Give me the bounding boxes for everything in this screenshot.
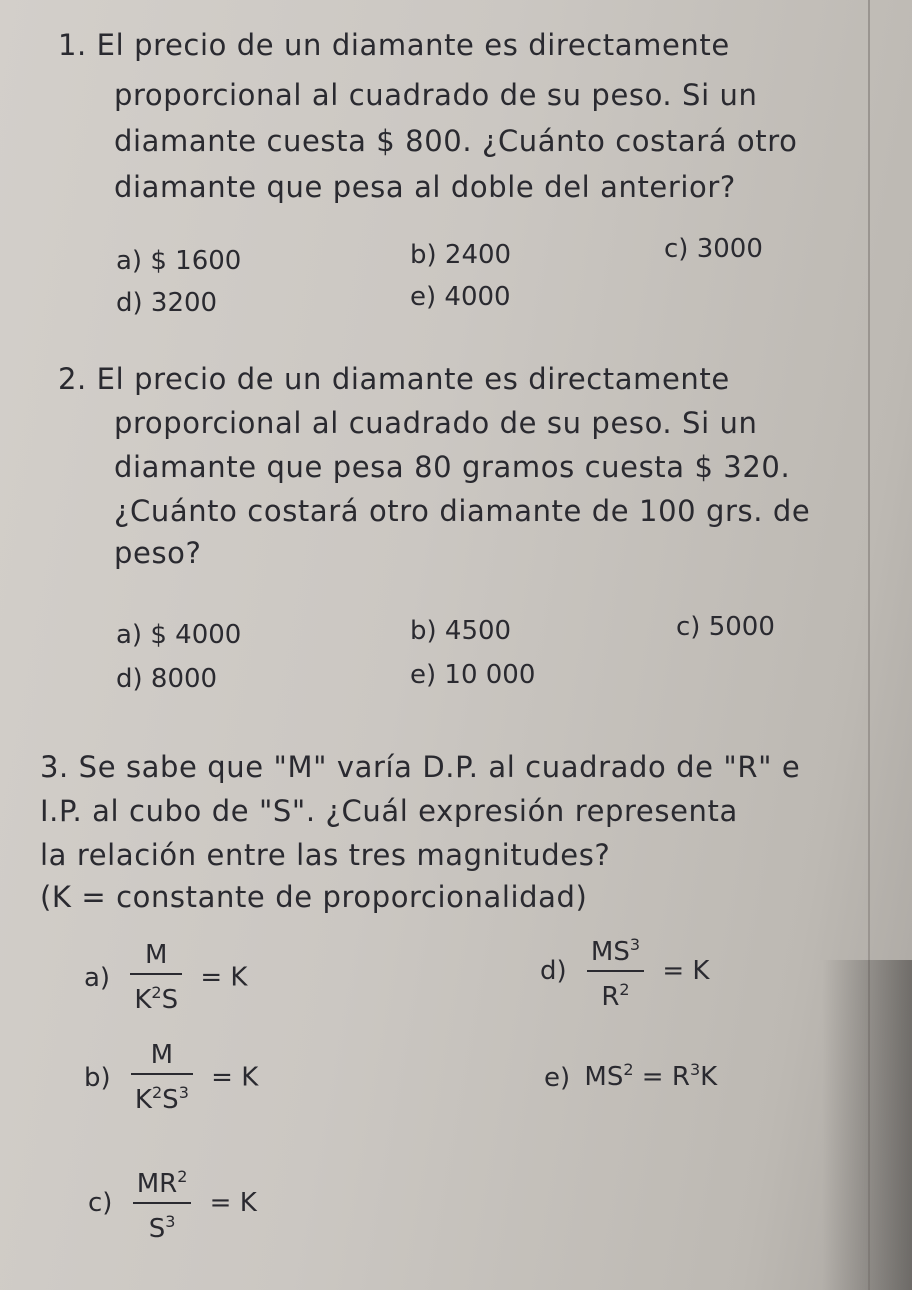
q1-line-2: proporcional al cuadrado de su peso. Si un: [114, 78, 758, 112]
q3-option-b-fraction: [131, 1040, 193, 1115]
q3-option-b: [84, 1040, 258, 1115]
q1-line-1: 1. El precio de un diamante es directamente: [58, 28, 730, 62]
q1-option-b: b) 2400: [410, 240, 512, 270]
q3-option-b-label: b): [84, 1062, 111, 1093]
q2-line-4: ¿Cuánto costará otro diamante de 100 grs. de: [114, 494, 811, 528]
q1-line-3: diamante cuesta $ 800. ¿Cuánto costará otro: [114, 124, 798, 158]
q3-option-b-equals: = K: [211, 1062, 259, 1093]
fraction-numerator: $MR^2$: [136, 1167, 188, 1199]
q2-line-2: proporcional al cuadrado de su peso. Si un: [114, 406, 758, 440]
q1-option-c: c) 3000: [664, 234, 763, 264]
q1-option-e: e) 4000: [410, 282, 511, 312]
q3-line-2: I.P. al cubo de "S". ¿Cuál expresión representa: [40, 794, 738, 828]
q3-option-c: [88, 1162, 257, 1244]
fraction-denominator: $R^2$: [601, 980, 630, 1012]
q3-option-c-label: c): [88, 1188, 113, 1218]
q1-line-4: diamante que pesa al doble del anterior?: [114, 170, 736, 204]
q2-option-c: c) 5000: [676, 612, 775, 642]
q3-line-4: (K = constante de proporcionalidad): [40, 880, 588, 914]
q3-line-3: la relación entre las tres magnitudes?: [40, 838, 611, 872]
fraction-bar: [133, 1202, 192, 1204]
q3-option-a-equals: = K: [200, 962, 248, 993]
q2-option-b: b) 4500: [410, 616, 512, 646]
q3-option-d-equals: = K: [662, 956, 710, 986]
q2-option-d: d) 8000: [116, 664, 218, 694]
fraction-numerator: $MS^3$: [590, 935, 641, 967]
q3-line-1: 3. Se sabe que "M" varía D.P. al cuadrado de "R" e: [40, 750, 801, 784]
q3-option-c-equals: = K: [209, 1188, 257, 1218]
q3-option-d-label: d): [540, 956, 567, 986]
fraction-denominator: $S^3$: [148, 1212, 176, 1244]
q3-option-e-label: e): [544, 1062, 571, 1093]
fraction-bar: [131, 1073, 193, 1075]
q2-line-3: diamante que pesa 80 gramos cuesta $ 320.: [114, 450, 791, 484]
fraction-numerator: M: [150, 1040, 174, 1070]
q3-option-c-fraction: [133, 1162, 192, 1244]
corner-shadow: [822, 960, 912, 1290]
fraction-bar: [587, 970, 644, 972]
q3-option-e: [544, 1060, 717, 1093]
q3-option-a-label: a): [84, 962, 111, 993]
fraction-denominator: $K^2S$: [134, 983, 179, 1015]
q1-option-d: d) 3200: [116, 288, 218, 318]
q2-option-a: a) $ 4000: [116, 620, 242, 650]
q3-option-d-fraction: [587, 930, 644, 1012]
fraction-denominator: $K^2S^3$: [134, 1083, 189, 1115]
q2-line-1: 2. El precio de un diamante es directamente: [58, 362, 730, 396]
q3-option-e-expression: $MS^2 = R^3K$: [584, 1060, 718, 1092]
q2-line-5: peso?: [114, 536, 202, 570]
q3-option-d: [540, 930, 709, 1012]
q3-option-a: [84, 940, 247, 1015]
q2-option-e: e) 10 000: [410, 660, 536, 690]
fraction-bar: [130, 973, 182, 975]
q3-option-a-fraction: [130, 940, 182, 1015]
q1-option-a: a) $ 1600: [116, 246, 242, 276]
fraction-numerator: M: [145, 940, 168, 970]
